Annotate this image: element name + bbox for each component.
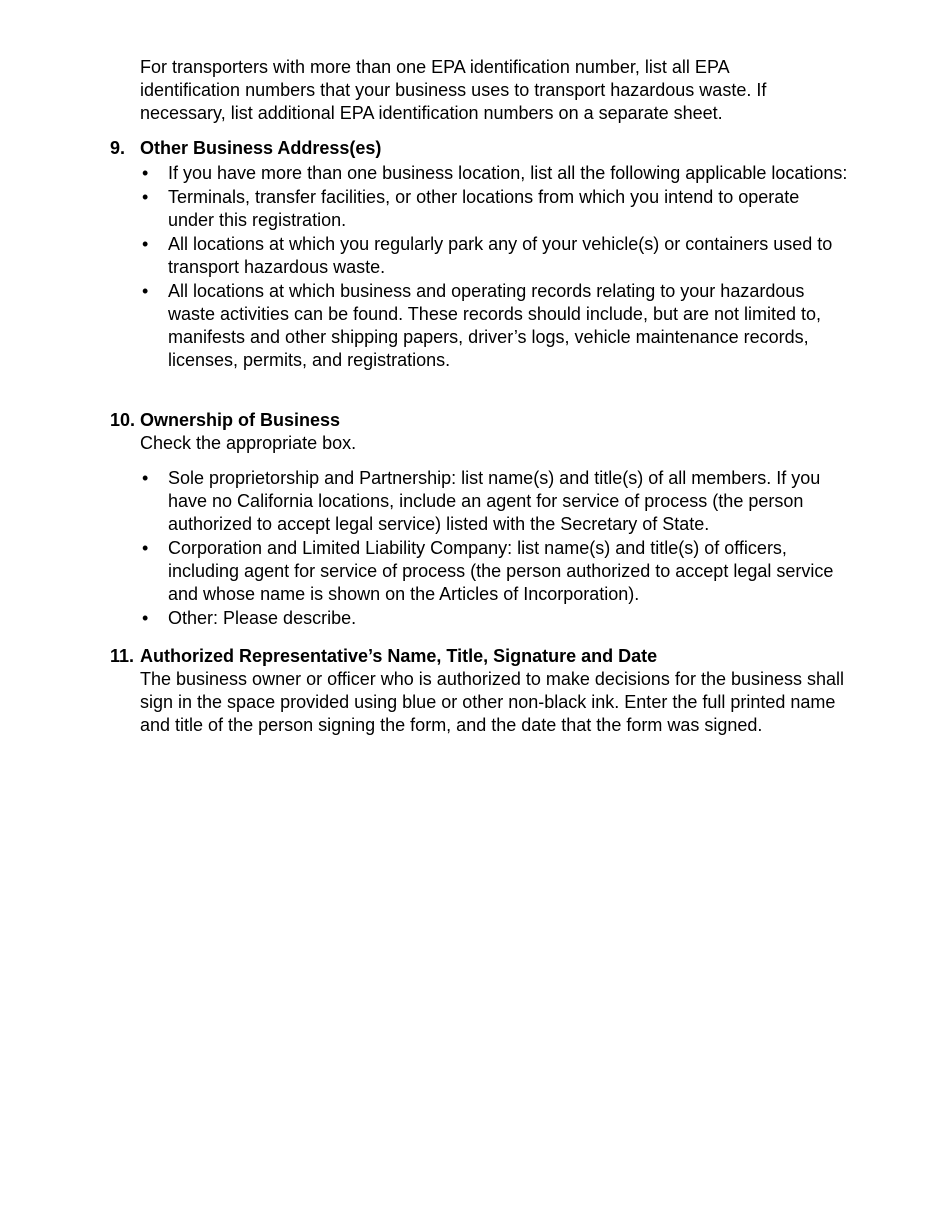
bullet-icon: • <box>142 234 149 254</box>
list-item <box>140 537 850 606</box>
bullet-list <box>140 162 850 372</box>
list-item <box>140 162 850 185</box>
list-item-text: Other: Please describe. <box>168 608 357 628</box>
list-item-text: Corporation and Limited Liability Company: list name(s) and title(s) of officers, including agent for service of process (the person authorized to accept legal service and whose name is shown on the Articles of Incorporation). <box>168 538 834 604</box>
list-item-text: All locations at which business and operating records relating to your hazardous waste activities can be found. These records should include, but are not limited to, manifests and other shipping papers, driver’s logs, vehicle maintenance records, licenses, permits, and registrations. <box>168 281 822 370</box>
list-item <box>140 607 850 630</box>
section-number: 10. <box>110 410 136 430</box>
list-item-text: All locations at which you regularly park any of your vehicle(s) or containers used to transport hazardous waste. <box>168 234 833 277</box>
section-body: The business owner or officer who is authorized to make decisions for the business shall sign in the space provided using blue or other non-black ink. Enter the full printed name and title of the person signing the form, and the date that the form was signed. <box>140 669 845 735</box>
list-item-text: Sole proprietorship and Partnership: list name(s) and title(s) of all members. If you have no California locations, include an agent for service of process (the person authorized to accept legal service) listed with the Secretary of State. <box>168 468 821 534</box>
list-item <box>140 186 850 232</box>
list-item <box>140 467 850 536</box>
bullet-icon: • <box>142 163 149 183</box>
list-item <box>140 233 850 279</box>
list-item-text: If you have more than one business location, list all the following applicable locations: <box>168 163 848 183</box>
section-title: Ownership of Business <box>140 410 341 430</box>
list-item-text: Terminals, transfer facilities, or other locations from which you intend to operate under this registration. <box>168 187 800 230</box>
bullet-icon: • <box>142 468 149 488</box>
section-heading <box>110 645 850 668</box>
list-item <box>140 280 850 372</box>
bullet-list <box>140 467 850 630</box>
section-number: 9. <box>110 138 126 158</box>
bullet-icon: • <box>142 608 149 628</box>
section-body: Check the appropriate box. <box>140 433 357 453</box>
section-heading <box>110 137 850 160</box>
section-other-business-addresses <box>110 137 850 373</box>
section-title: Authorized Representative’s Name, Title, Signature and Date <box>140 646 658 666</box>
section-title: Other Business Address(es) <box>140 138 382 158</box>
bullet-icon: • <box>142 538 149 558</box>
section-heading <box>110 409 850 432</box>
bullet-icon: • <box>142 187 149 207</box>
section-authorized-representative <box>110 645 850 737</box>
bullet-icon: • <box>142 281 149 301</box>
intro-paragraph: For transporters with more than one EPA identification number, list all EPA identification numbers that your business uses to transport hazardous waste. If necessary, list additional EPA identification numbers on a separate sheet. <box>140 57 767 123</box>
section-number: 11. <box>110 646 135 666</box>
section-ownership-of-business <box>110 409 850 631</box>
